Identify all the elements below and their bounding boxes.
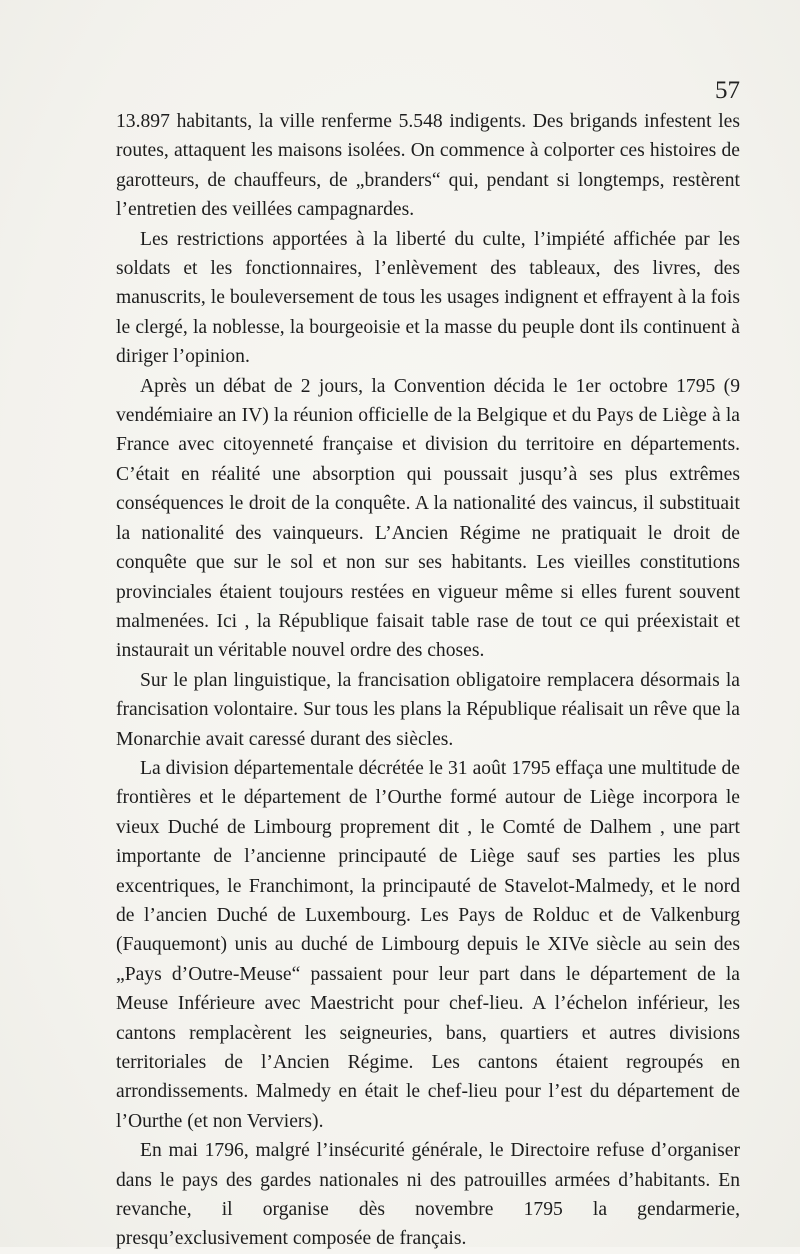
- page-number: 57: [715, 77, 740, 104]
- paragraph-5: La division départementale décrétée le 31 août 1795 effaça une multitude de frontières et le département de l’Ourthe formé autour de Liège incorpora le vieux Duché de Limbourg proprement dit , le Comté de Dalhem , une part importante de l’ancienne principauté de Liège sauf ses parties les plus excentriques, le Franchimont, la principauté de Stavelot-Malmedy, et le nord de l’ancien Duché de Luxembourg. Les Pays de Rolduc et de Valkenburg (Fauquemont) unis au duché de Limbourg depuis le XIVe siècle au sein des „Pays d’Outre-Meuse“ passaient pour leur part dans le département de la Meuse Inférieure avec Maestricht pour chef-lieu. A l’échelon inférieur, les cantons remplacèrent les seigneuries, bans, quartiers et autres divisions territoriales de l’Ancien Régime. Les cantons étaient regroupés en arrondissements. Malmedy en était le chef-lieu pour l’est du département de l’Ourthe (et non Verviers).: [116, 757, 740, 1132]
- paragraph-4: Sur le plan linguistique, la francisation obligatoire remplacera désormais la francisation volontaire. Sur tous les plans la République réalisait un rêve que la Monarchie avait caressé durant des siècles.: [116, 669, 740, 750]
- body-text: [116, 107, 740, 1254]
- paragraph-2: Les restrictions apportées à la liberté du culte, l’impiété affichée par les soldats et les fonctionnaires, l’enlèvement des tableaux, des livres, des manuscrits, le bouleversement de tous les usages indignent et effrayent à la fois le clergé, la noblesse, la bourgeoisie et la masse du peuple dont ils continuent à diriger l’opinion.: [116, 228, 740, 368]
- paragraph-6: En mai 1796, malgré l’insécurité générale, le Directoire refuse d’organiser dans le pays des gardes nationales ni des patrouilles armées d’habitants. En revanche, il organise dès novembre 1795 la gendarmerie, presqu’exclusivement composée de français.: [116, 1140, 740, 1250]
- paragraph-1: 13.897 habitants, la ville renferme 5.548 indigents. Des brigands infestent les routes, attaquent les maisons isolées. On commence à colporter ces histoires de garotteurs, de chauffeurs, de „branders“ qui, pendant si longtemps, restèrent l’entretien des veillées campagnardes.: [116, 111, 740, 221]
- paragraph-3: Après un débat de 2 jours, la Convention décida le 1er octobre 1795 (9 vendémiaire an IV) la réunion officielle de la Belgique et du Pays de Liège à la France avec citoyenneté française et division du territoire en départements. C’était en réalité une absorption qui poussait jusqu’à ses plus extrêmes conséquences le droit de la conquête. A la nationalité des vaincus, il substituait la nationalité des vainqueurs. L’Ancien Régime ne pratiquait le droit de conquête que sur le sol et non sur ses habitants. Les vieilles constitutions provinciales étaient toujours restées en vigueur même si elles furent souvent malmenées. Ici , la République faisait table rase de tout ce qui préexistait et instaurait un véritable nouvel ordre des choses.: [116, 375, 740, 662]
